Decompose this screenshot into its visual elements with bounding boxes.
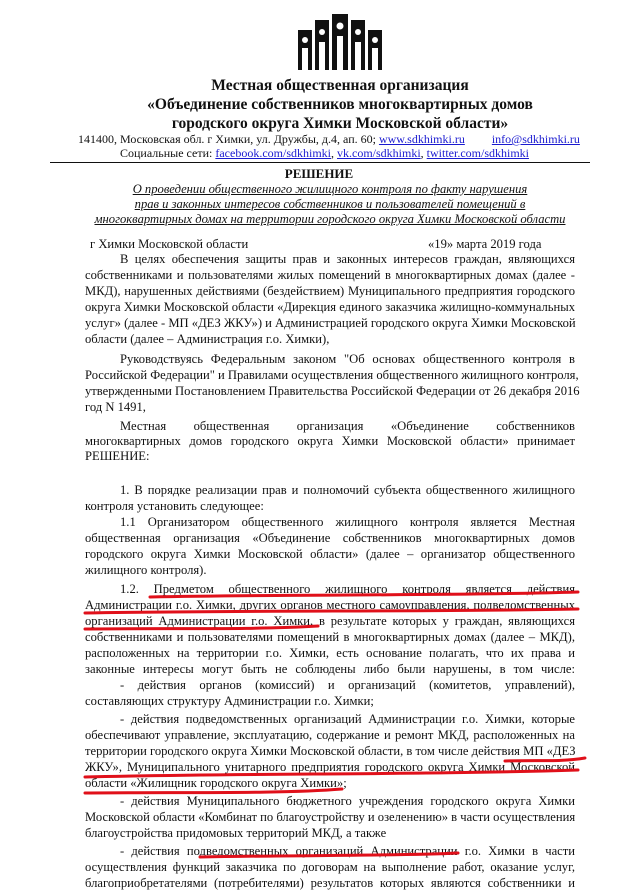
body-line: МКД), нарушенных действиями (бездействием) Муниципального предприятия городского xyxy=(85,284,575,298)
body-line: жилищного контроля). xyxy=(85,563,207,577)
email-link[interactable]: info@sdkhimki.ru xyxy=(491,132,580,146)
body-line: 1. В порядке реализации прав и полномочий субъекта общественного жилищного xyxy=(120,483,575,497)
social-label: Социальные сети: xyxy=(120,146,213,160)
body-line: области (далее – Администрация г.о. Химки), xyxy=(85,332,330,346)
body-line: услуг» (далее - МП «ДЕЗ ЖКУ») и Администрацией городского округа Химки Московской xyxy=(85,316,576,330)
body-line: контроля установить следующее: xyxy=(85,499,264,513)
organization-logo-icon xyxy=(296,12,388,70)
decision-title: РЕШЕНИЕ xyxy=(284,166,354,181)
body-line: - действия органов (комиссий) и организаций (комитетов, управлений), xyxy=(120,678,575,692)
body-line: 1.2. Предметом общественного жилищного контроля является действия xyxy=(120,582,575,596)
body-line: Руководствуясь Федеральным законом "Об основах общественного контроля в xyxy=(120,352,575,366)
body-line: утвержденными Постановлением Правительства Российской Федерации от 26 декабря 2016 xyxy=(85,384,580,398)
subject-line-1: О проведении общественного жилищного контроля по факту нарушения xyxy=(132,182,528,196)
facebook-link[interactable]: facebook.com/sdkhimki xyxy=(215,146,331,160)
organization-title-line-1: Местная общественная организация xyxy=(211,77,469,94)
website-link[interactable]: www.sdkhimki.ru xyxy=(378,132,465,146)
organization-title-line-2: «Объединение собственников многоквартирных домов xyxy=(147,96,533,113)
body-line: расположенных на территории г.о. Химки, есть основание полагать, что их права и xyxy=(85,646,575,660)
body-line: организаций Администрации г.о. Химки, в результате которых у граждан, являющихся xyxy=(85,614,575,628)
body-line: 1.1 Организатором общественного жилищного контроля является Местная xyxy=(120,515,575,529)
body-line: обеспечивают управление, эксплуатацию, содержание и ремонт МКД, расположенных на xyxy=(85,728,575,742)
contacts-line xyxy=(78,132,638,147)
body-line: Российской Федерации" и Правилами осуществления общественного жилищного контроля, xyxy=(85,368,579,382)
body-line: РЕШЕНИЕ: xyxy=(85,449,150,463)
body-line: - действия Муниципального бюджетного учреждения городского округа Химки xyxy=(120,794,575,808)
body-line: собственниками и пользователями жилых помещений в многоквартирных домах (далее - xyxy=(85,268,575,282)
body-line: округа Химки Московской области «Дирекция единого заказчика жилищно-коммунальных xyxy=(85,300,575,314)
body-line: территории городского округа Химки Московской области, в том числе действия МП «ДЕЗ xyxy=(85,744,576,758)
body-line: - действия подведомственных организаций Администрации г.о. Химки, которые xyxy=(120,712,575,726)
twitter-link[interactable]: twitter.com/sdkhimki xyxy=(426,146,529,160)
vk-link[interactable]: vk.com/sdkhimki xyxy=(337,146,421,160)
body-line: законные интересы могут быть не соблюдены либо были нарушены, в том числе: xyxy=(85,662,575,676)
body-line: ЖКУ», Муниципального унитарного предприятия городского округа Химки Московской xyxy=(85,760,575,774)
social-line: Социальные сети: facebook.com/sdkhimki, vk.com/sdkhimki, twitter.com/sdkhimki xyxy=(120,146,529,160)
subject-line-3: многоквартирных домах на территории городского округа Химки Московской области xyxy=(94,212,566,226)
body-line: многоквартирных домов городского округа Химки Московской области» принимает xyxy=(85,434,575,448)
body-line: городского округа Химки Московской области» (далее – организатор общественного xyxy=(85,547,575,561)
header-divider xyxy=(50,162,590,163)
body-line: Московской области «Комбинат по благоустройству и озеленению» в части осуществления xyxy=(85,810,576,824)
body-line: Местная общественная организация «Объединение собственников xyxy=(120,419,575,433)
body-line: осуществления функций заказчика по договорам на выполнение работ, оказание услуг, xyxy=(85,860,575,874)
subject-line-2: прав и законных интересов собственников и пользователей помещений в xyxy=(134,197,526,211)
body-line: составляющих структуру Администрации г.о. Химки; xyxy=(85,694,374,708)
body-line: Администрации г.о. Химки, других органов местного самоуправления, подведомственных xyxy=(85,598,575,612)
body-line: год N 1491, xyxy=(85,400,146,414)
document-date: «19» марта 2019 года xyxy=(428,237,542,251)
body-line: собственниками и пользователями помещений в многоквартирных домах (далее – МКД), xyxy=(85,630,575,644)
organization-title-line-3: городского округа Химки Московской области» xyxy=(171,115,509,132)
body-line: благоприобретателями (потребителями) результатов которых являются собственники и xyxy=(85,876,575,890)
document-place: г Химки Московской области xyxy=(90,237,249,251)
body-line: В целях обеспечения защиты прав и законных интересов граждан, являющихся xyxy=(120,252,575,266)
body-line: области «Жилищник городского округа Химки»; xyxy=(85,776,347,790)
body-line: общественная организация «Объединение собственников многоквартирных домов xyxy=(85,531,575,545)
body-line: благоустройства придомовых территорий МКД, а также xyxy=(85,826,387,840)
body-line: - действия подведомственных организаций Администрации г.о. Химки в части xyxy=(120,844,575,858)
address: 141400, Московская обл. г Химки, ул. Дружбы, д.4, ап. 60; xyxy=(78,132,376,146)
